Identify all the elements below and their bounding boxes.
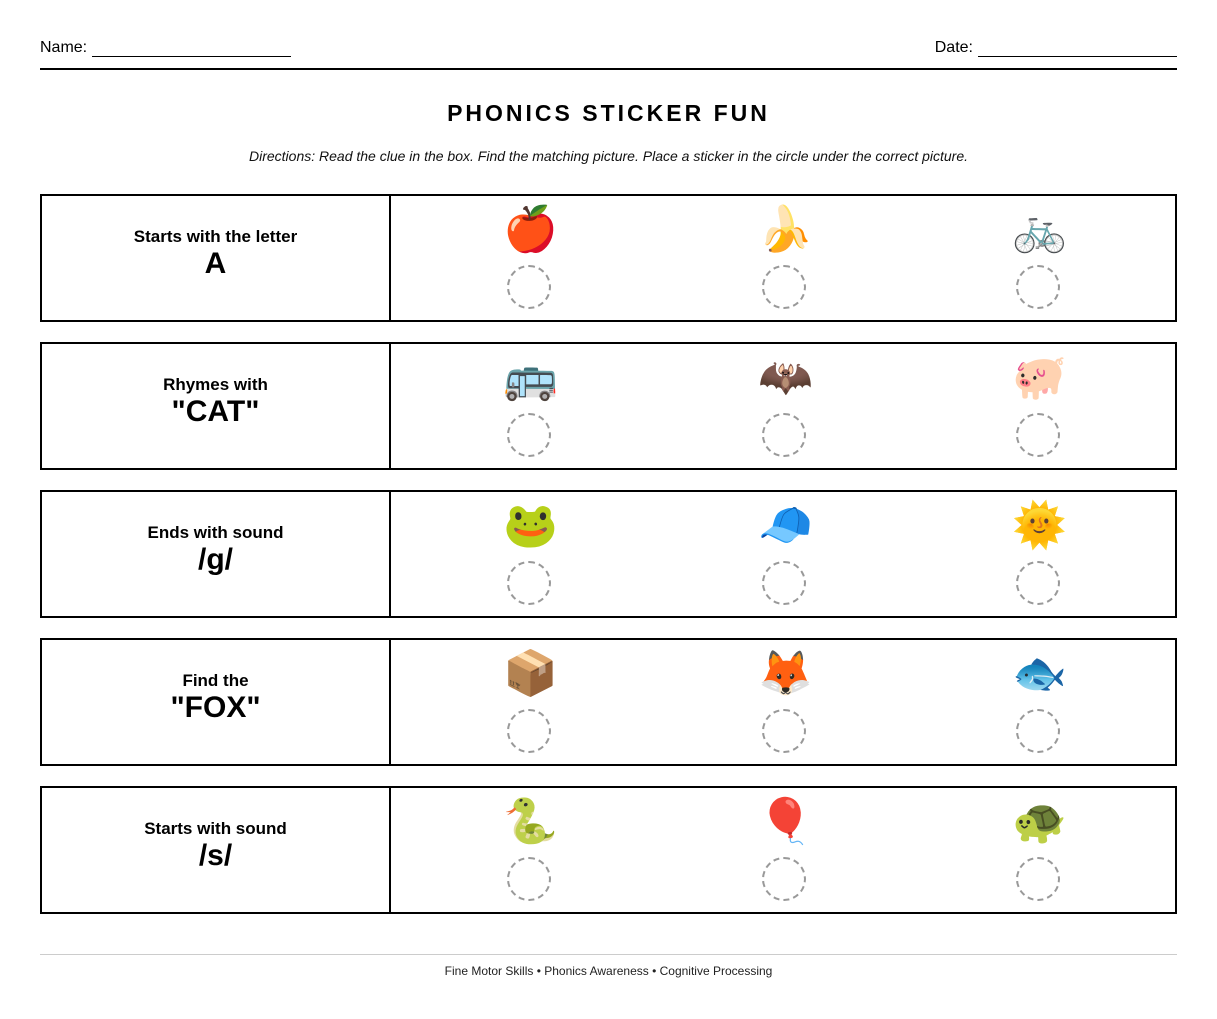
picture-choices (391, 788, 1175, 912)
choice-fish (998, 640, 1078, 764)
box-icon: 📦 (503, 649, 558, 698)
fish-icon: 🐟 (1012, 649, 1067, 698)
name-blank-line[interactable] (92, 42, 291, 57)
snake-icon: 🐍 (503, 797, 558, 846)
sticker-circle[interactable] (507, 709, 551, 753)
picture-choices (391, 196, 1175, 320)
sun-icon: 🌞 (1012, 501, 1067, 550)
activity-row (40, 194, 1177, 322)
clue-target: "FOX" (170, 691, 261, 724)
sticker-circle[interactable] (1016, 413, 1060, 457)
sticker-circle[interactable] (1016, 709, 1060, 753)
choice-pig (998, 344, 1078, 468)
name-label: Name: (40, 39, 88, 56)
picture-choices (391, 492, 1175, 616)
clue-box (42, 492, 391, 616)
picture-choices (391, 640, 1175, 764)
sticker-circle[interactable] (1016, 561, 1060, 605)
date-blank-line[interactable] (978, 42, 1177, 57)
clue-target: /g/ (198, 543, 233, 576)
choice-box (489, 640, 569, 764)
sticker-circle[interactable] (1016, 857, 1060, 901)
activity-rows (40, 194, 1177, 934)
cap-icon: 🧢 (758, 501, 813, 550)
sticker-circle[interactable] (762, 265, 806, 309)
sticker-circle[interactable] (762, 413, 806, 457)
bicycle-icon: 🚲 (1012, 205, 1067, 254)
footer-skills: Fine Motor Skills • Phonics Awareness • Cognitive Processing (444, 964, 773, 978)
sticker-circle[interactable] (762, 709, 806, 753)
date-field (935, 39, 1177, 57)
footer-divider (40, 954, 1177, 955)
activity-row (40, 786, 1177, 914)
choice-frog (489, 492, 569, 616)
clue-target: A (204, 247, 227, 280)
banana-icon: 🍌 (758, 205, 813, 254)
choice-balloon (744, 788, 824, 912)
sticker-circle[interactable] (507, 561, 551, 605)
apple-icon: 🍎 (503, 205, 558, 254)
choice-cap (744, 492, 824, 616)
page-title: PHONICS STICKER FUN (447, 100, 770, 126)
choice-bus (489, 344, 569, 468)
clue-prompt: Starts with the letter (133, 227, 298, 246)
name-field (40, 39, 291, 57)
fox-icon: 🦊 (758, 649, 813, 698)
bus-icon: 🚌 (503, 353, 558, 402)
sticker-circle[interactable] (1016, 265, 1060, 309)
sticker-circle[interactable] (762, 561, 806, 605)
choice-turtle (998, 788, 1078, 912)
sticker-circle[interactable] (507, 265, 551, 309)
directions-text: Directions: Read the clue in the box. Find the matching picture. Place a sticker in the circle under the correct picture. (248, 148, 969, 164)
choice-sun (998, 492, 1078, 616)
activity-row (40, 490, 1177, 618)
choice-fox (744, 640, 824, 764)
turtle-icon: 🐢 (1012, 797, 1067, 846)
balloon-icon: 🎈 (758, 797, 813, 846)
choice-banana (744, 196, 824, 320)
clue-target: "CAT" (171, 395, 260, 428)
bat-icon: 🦇 (758, 353, 813, 402)
frog-icon: 🐸 (503, 501, 558, 550)
date-label: Date: (934, 39, 973, 56)
picture-choices (391, 344, 1175, 468)
clue-prompt: Rhymes with (163, 375, 268, 394)
clue-box (42, 196, 391, 320)
clue-box (42, 640, 391, 764)
activity-row (40, 342, 1177, 470)
clue-target: /s/ (198, 839, 233, 872)
choice-snake (489, 788, 569, 912)
clue-box (42, 344, 391, 468)
worksheet-header (40, 36, 1177, 70)
pig-icon: 🐖 (1012, 353, 1067, 402)
clue-box (42, 788, 391, 912)
choice-apple (489, 196, 569, 320)
choice-bicycle (998, 196, 1078, 320)
sticker-circle[interactable] (507, 413, 551, 457)
clue-prompt: Ends with sound (147, 523, 284, 542)
sticker-circle[interactable] (762, 857, 806, 901)
sticker-circle[interactable] (507, 857, 551, 901)
clue-prompt: Find the (182, 671, 249, 690)
clue-prompt: Starts with sound (144, 819, 287, 838)
choice-bat (744, 344, 824, 468)
activity-row (40, 638, 1177, 766)
